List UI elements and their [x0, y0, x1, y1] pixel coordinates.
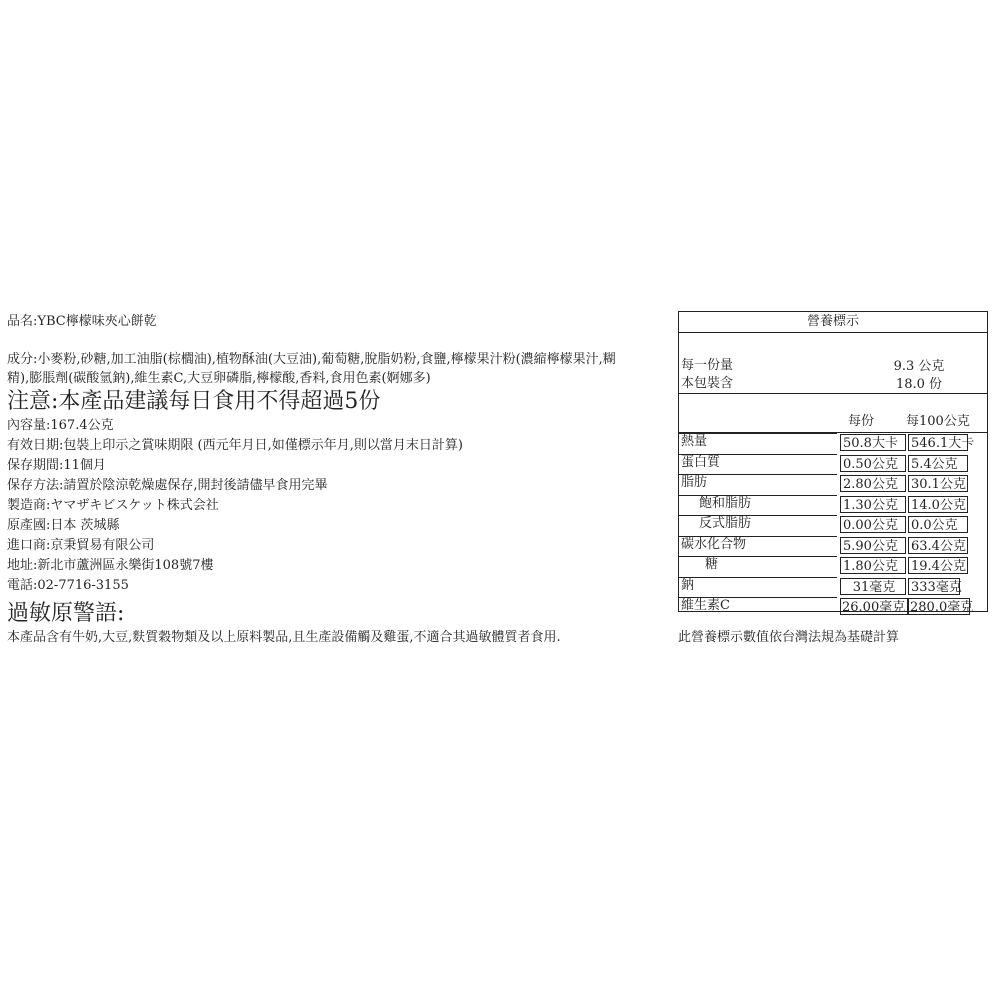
nutrient-per-serving: 0.50公克 [840, 455, 906, 472]
ingredients: 成分:小麥粉,砂糖,加工油脂(棕櫚油),植物酥油(大豆油),葡萄糖,脫脂奶粉,食鹽,檸檬果汁粉(濃縮檸檬果汁,糊精),膨脹劑(碳酸氫鈉),維生素C,大豆卵磷脂,檸檬酸,香料,食用色素(婀娜多) [7, 352, 616, 386]
row-divider [679, 577, 837, 578]
nutrient-per-100g: 0.0公克 [908, 516, 968, 533]
product-info [7, 312, 627, 647]
serving-size-label: 每一份量 [681, 358, 734, 373]
nutrient-per-100g: 14.0公克 [908, 496, 968, 513]
allergen-text: 本產品含有牛奶,大豆,麩質穀物類及以上原料製品,且生產設備觸及雞蛋,不適合其過敏體質者食用. [7, 630, 561, 645]
nutrient-per-100g: 546.1大卡 [908, 434, 968, 451]
nutrient-per-100g: 333毫克 [908, 578, 960, 595]
nutrient-label: 飽和脂肪 [699, 496, 752, 511]
shelf-life: 保存期間:11個月 [7, 458, 106, 473]
nutrition-table [678, 311, 988, 615]
nutrient-label: 脂肪 [681, 475, 708, 490]
nutrient-per-serving: 31毫克 [840, 578, 906, 595]
nutrient-label: 鈉 [681, 578, 695, 593]
nutrient-per-serving: 0.00公克 [840, 516, 906, 533]
row-divider [679, 597, 837, 598]
daily-limit-notice: 注意:本產品建議每日食用不得超過5份 [7, 389, 381, 414]
nutrition-facts [678, 311, 988, 645]
product-name: 品名:YBC檸檬味夾心餅乾 [7, 314, 157, 329]
nutrient-label: 蛋白質 [681, 455, 721, 470]
allergen-title: 過敏原警語: [7, 601, 125, 626]
nutrition-footnote: 此營養標示數值依台灣法規為基礎計算 [678, 630, 900, 645]
nutrient-label: 熱量 [681, 434, 708, 449]
importer-address: 地址:新北市蘆洲區永樂街108號7樓 [7, 558, 214, 573]
importer: 進口商:京秉貿易有限公司 [7, 538, 155, 553]
row-divider [679, 556, 837, 557]
storage-method: 保存方法:請置於陰涼乾燥處保存,開封後請儘早食用完畢 [7, 478, 328, 493]
nutrient-per-100g: 30.1公克 [908, 475, 968, 492]
column-per-100g: 每100公克 [906, 414, 970, 429]
row-divider [679, 495, 837, 496]
nutrient-label: 糖 [705, 557, 719, 572]
row-divider [679, 536, 837, 537]
nutrient-label: 維生素C [681, 598, 730, 613]
nutrient-per-serving: 50.8大卡 [840, 434, 906, 451]
row-divider [679, 433, 837, 434]
nutrient-per-serving: 1.80公克 [840, 557, 906, 574]
expiry-date: 有效日期:包裝上印示之賞味期限 (西元年月日,如僅標示年月,則以當月末日計算) [7, 438, 463, 453]
importer-phone: 電話:02-7716-3155 [7, 578, 129, 593]
country-of-origin: 原產國:日本 茨城縣 [7, 518, 120, 533]
serving-size-value: 9.3 公克 [893, 359, 945, 374]
nutrient-label: 反式脂肪 [699, 516, 752, 531]
nutrient-per-serving: 5.90公克 [840, 537, 906, 554]
column-per-serving: 每份 [848, 414, 875, 429]
nutrient-per-100g: 280.0毫克 [910, 600, 974, 615]
manufacturer: 製造商:ヤマザキビスケット株式会社 [7, 498, 219, 513]
row-divider [679, 454, 837, 455]
nutrient-per-100g: 19.4公克 [908, 557, 968, 574]
servings-per-package-value: 18.0 份 [895, 377, 943, 392]
nutrient-per-serving: 1.30公克 [840, 496, 906, 513]
nutrient-per-100g: 63.4公克 [908, 537, 968, 554]
net-weight: 內容量:167.4公克 [7, 418, 114, 433]
nutrient-label: 碳水化合物 [681, 537, 747, 552]
row-divider [679, 474, 837, 475]
nutrition-title: 營養標示 [806, 314, 859, 329]
servings-per-package-label: 本包裝含 [681, 376, 734, 391]
row-divider [679, 515, 837, 516]
nutrient-per-serving: 26.00毫克 [840, 598, 908, 615]
nutrient-per-serving: 2.80公克 [840, 475, 906, 492]
nutrient-per-100g: 5.4公克 [908, 455, 968, 472]
